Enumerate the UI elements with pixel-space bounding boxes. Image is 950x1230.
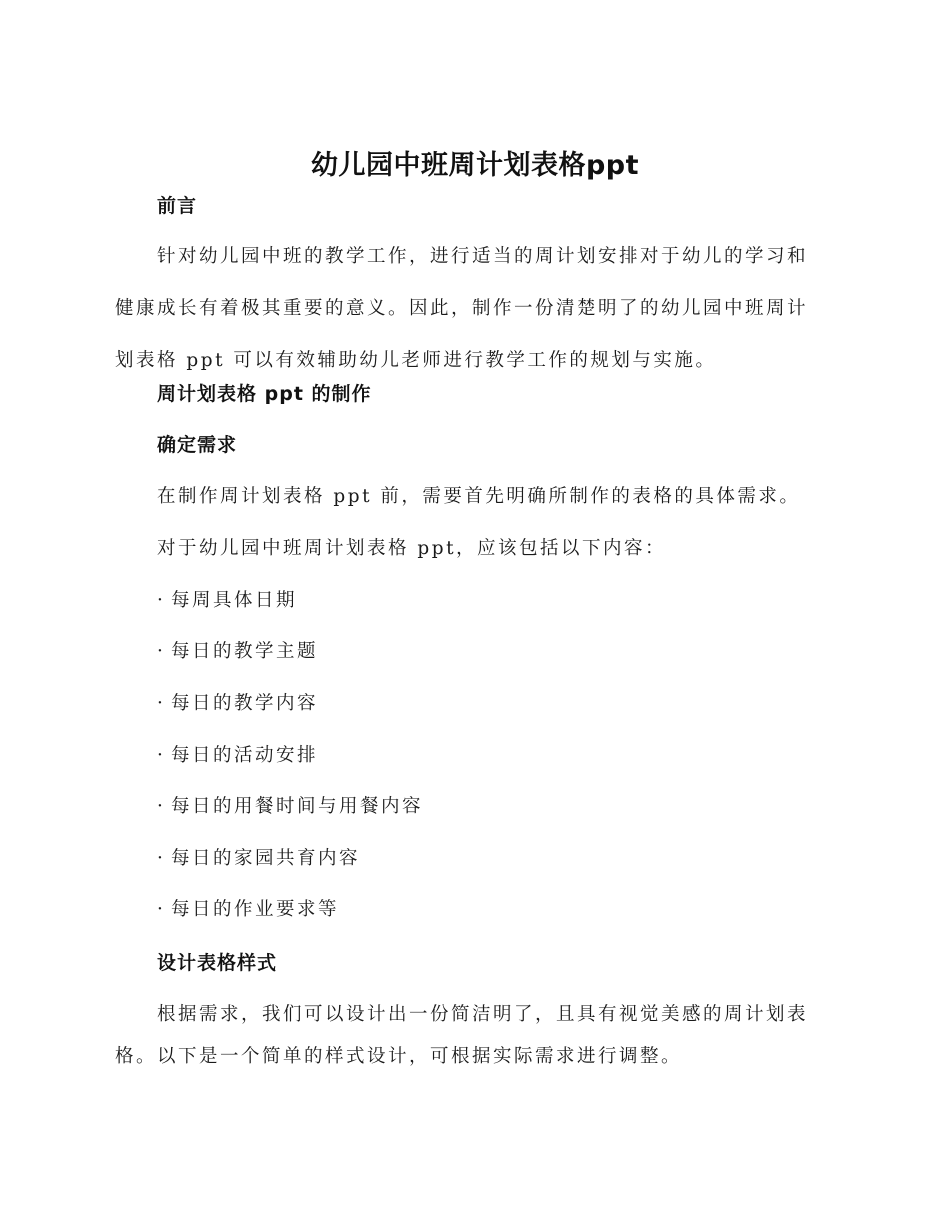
- bullet-icon: ·: [157, 796, 163, 817]
- design-heading: 设计表格样式: [157, 952, 278, 974]
- requirements-heading: 确定需求: [157, 434, 238, 456]
- paragraph-line: 格。以下是一个简单的样式设计，可根据实际需求进行调整。: [115, 1046, 683, 1067]
- paragraph-line: 针对幼儿园中班的教学工作，进行适当的周计划安排对于幼儿的学习和: [157, 246, 809, 267]
- list-item: [157, 896, 339, 924]
- list-item-text: 每日的教学内容: [171, 693, 319, 714]
- list-item-text: 每日的作业要求等: [171, 899, 340, 920]
- document-title: 幼儿园中班周计划表格ppt: [310, 150, 640, 181]
- bullet-icon: ·: [157, 848, 163, 869]
- bullet-icon: ·: [157, 590, 163, 611]
- list-item: [157, 587, 297, 615]
- paragraph-line: 健康成长有着极其重要的意义。因此，制作一份清楚明了的幼儿园中班周计: [115, 298, 809, 319]
- paragraph-line: 划表格 ppt 可以有效辅助幼儿老师进行教学工作的规划与实施。: [115, 350, 717, 371]
- preface-paragraph: [115, 240, 835, 378]
- list-item-text: 每日的用餐时间与用餐内容: [171, 796, 424, 817]
- list-item-text: 每日的家园共育内容: [171, 848, 361, 869]
- design-paragraph: [115, 998, 835, 1074]
- list-item: [157, 690, 318, 718]
- list-item: [157, 638, 318, 666]
- list-item: [157, 845, 360, 873]
- bullet-icon: ·: [157, 745, 163, 766]
- requirements-paragraph: 在制作周计划表格 ppt 前，需要首先明确所制作的表格的具体需求。: [157, 486, 801, 507]
- list-item-text: 每周具体日期: [171, 590, 298, 611]
- preface-heading: 前言: [157, 195, 198, 217]
- making-heading: 周计划表格 ppt 的制作: [157, 383, 372, 405]
- bullet-icon: ·: [157, 899, 163, 920]
- list-item: [157, 742, 318, 770]
- requirements-intro: 对于幼儿园中班周计划表格 ppt，应该包括以下内容：: [157, 538, 667, 559]
- list-item-text: 每日的教学主题: [171, 641, 319, 662]
- bullet-icon: ·: [157, 693, 163, 714]
- list-item: [157, 793, 423, 821]
- bullet-icon: ·: [157, 641, 163, 662]
- paragraph-line: 根据需求，我们可以设计出一份简洁明了，且具有视觉美感的周计划表: [157, 1004, 809, 1025]
- list-item-text: 每日的活动安排: [171, 745, 319, 766]
